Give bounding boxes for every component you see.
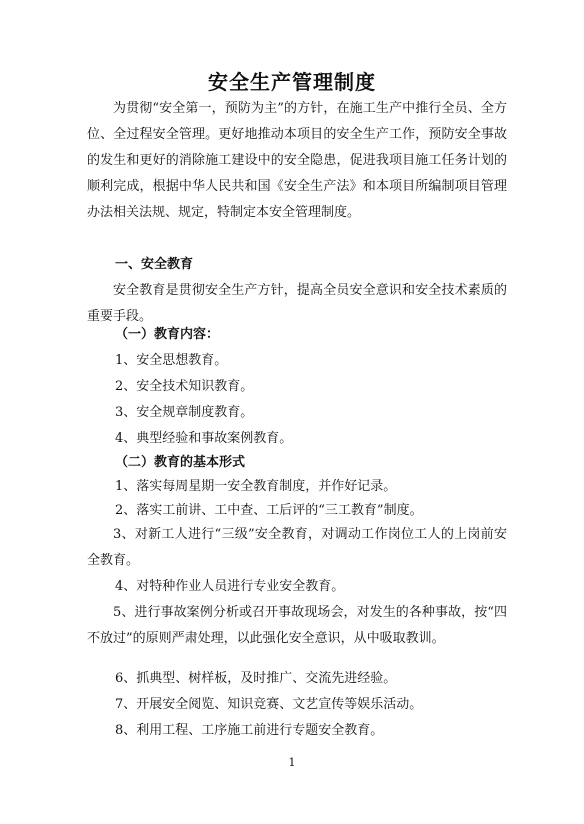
list-item: 2、安全技术知识教育。	[115, 379, 254, 394]
list-item: 4、典型经验和事故案例教育。	[115, 431, 293, 446]
list-item: 2、落实工前讲、工中查、工后评的“三工教育”制度。	[115, 503, 423, 518]
list-item: 4、对特种作业人员进行专业安全教育。	[115, 579, 345, 594]
document-title: 安全生产管理制度	[208, 70, 376, 94]
intro-paragraph: 为贯彻“安全第一，预防为主”的方针，在施工生产中推行全员、全方位、全过程安全管理。更好地推动本项目的安全生产工作，预防安全事故的发生和更好的消除施工建设中的安全隐患，促进我项目施工任务计划的顺利完成，根据中华人民共和国《安全生产法》和本项目所编制项目管理办法相关法规、规定，特制定本安全管理制度。	[87, 101, 507, 220]
list-item: 1、安全思想教育。	[115, 353, 228, 368]
section-heading-safety-education: 一、安全教育	[115, 257, 194, 272]
list-item: 7、开展安全阅览、知识竞赛、文艺宣传等娱乐活动。	[115, 697, 423, 712]
list-item: 6、抓典型、树样板，及时推广、交流先进经验。	[115, 671, 397, 686]
subsection-heading-education-content: （一）教育内容：	[115, 327, 220, 342]
list-item: 8、利用工程、工序施工前进行专题安全教育。	[115, 723, 384, 738]
list-item: 5、进行事故案例分析或召开事故现场会，对发生的各种事故，按“四不放过”的原则严肃处理，以此强化安全意识，从中吸取教训。	[87, 605, 507, 646]
section-paragraph: 安全教育是贯彻安全生产方针，提高全员安全意识和安全技术素质的重要手段。	[87, 283, 507, 324]
list-item: 3、对新工人进行“三级”安全教育，对调动工作岗位工人的上岗前安全教育。	[87, 527, 507, 568]
list-item: 3、安全规章制度教育。	[115, 405, 254, 420]
page-number: 1	[288, 756, 296, 769]
subsection-heading-basic-forms: （二）教育的基本形式	[115, 455, 246, 470]
list-item: 1、落实每周星期一安全教育制度，并作好记录。	[115, 479, 397, 494]
